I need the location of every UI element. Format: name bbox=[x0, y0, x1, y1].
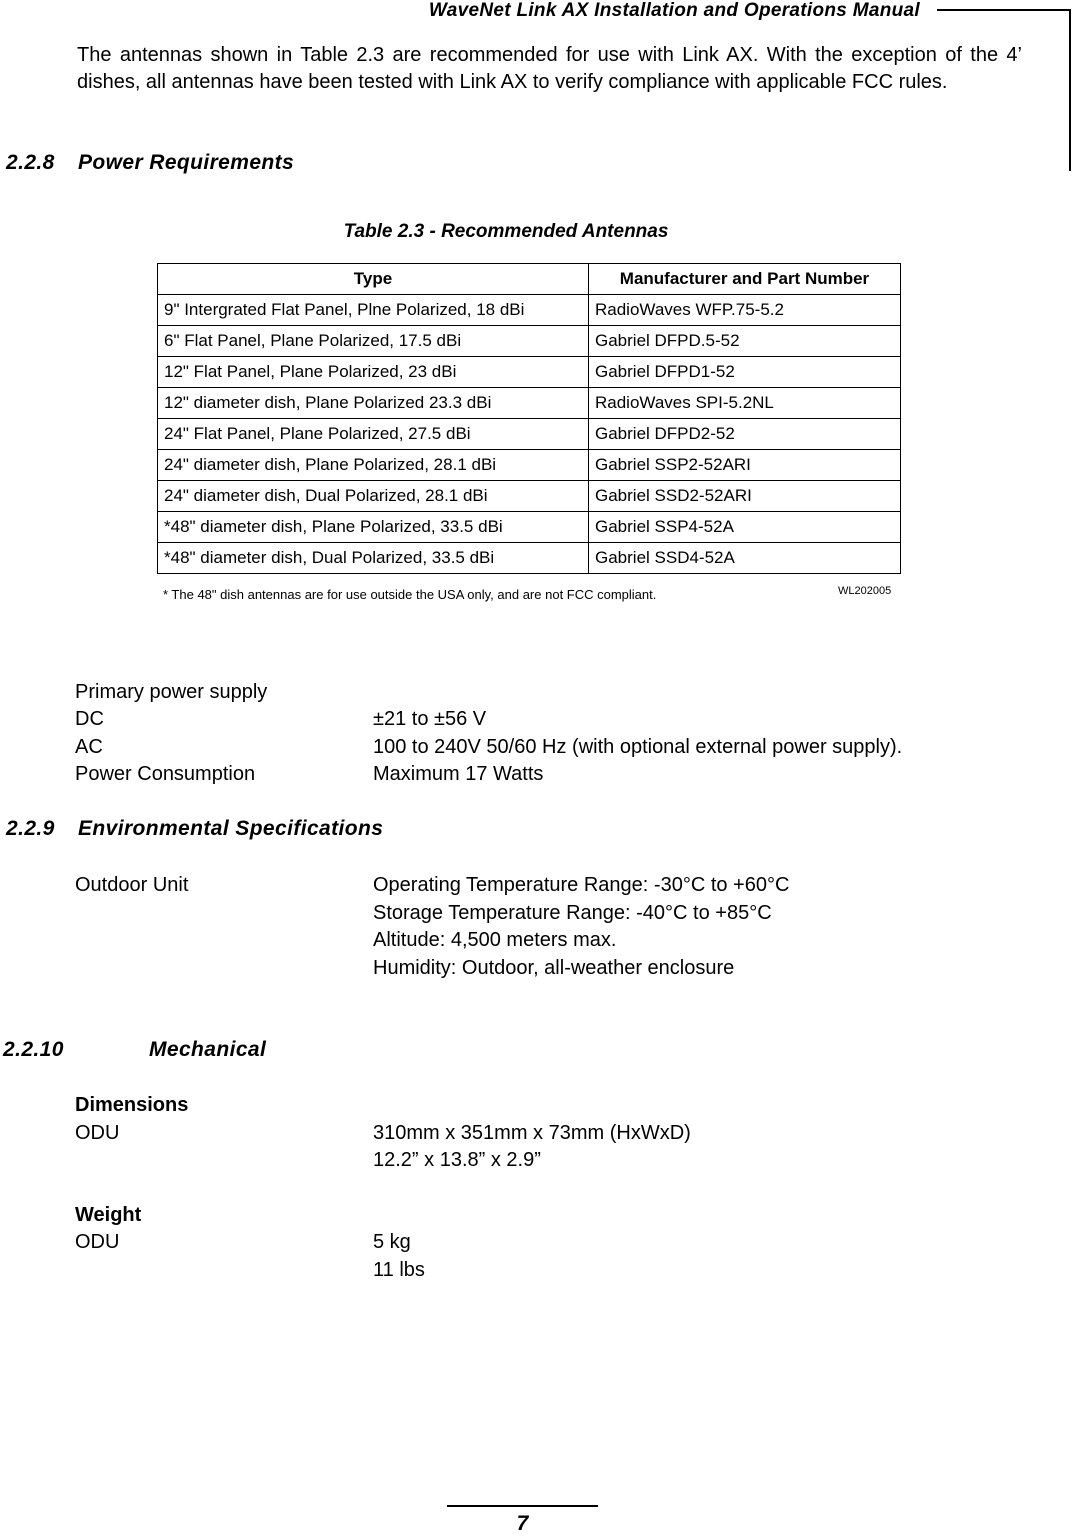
outdoor-unit-label: Outdoor Unit bbox=[75, 874, 189, 896]
section-number: 2.2.10 bbox=[3, 1038, 64, 1061]
part-number-cell: Gabriel SSD4-52A bbox=[589, 543, 901, 574]
antenna-type-cell: 24" diameter dish, Plane Polarized, 28.1 dBi bbox=[158, 450, 589, 481]
table-row bbox=[158, 543, 901, 574]
intro-paragraph: The antennas shown in Table 2.3 are recommended for use with Link AX. With the exception of the 4’ dishes, all antennas have been tested with Link AX to verify compliance with applicable FCC rules. bbox=[77, 44, 1022, 93]
part-number-cell: RadioWaves WFP.75-5.2 bbox=[589, 295, 901, 326]
section-heading-environmental bbox=[6, 817, 383, 841]
header-rule-horizontal bbox=[937, 9, 1071, 11]
dc-label: DC bbox=[75, 708, 104, 730]
running-header-title: WaveNet Link AX Installation and Operations Manual bbox=[428, 0, 920, 21]
header-rule-vertical bbox=[1069, 9, 1071, 171]
part-number-cell: Gabriel SSP4-52A bbox=[589, 512, 901, 543]
table-caption: Table 2.3 - Recommended Antennas bbox=[343, 221, 669, 242]
antenna-type-cell: 12" diameter dish, Plane Polarized 23.3 dBi bbox=[158, 388, 589, 419]
column-header-manufacturer: Manufacturer and Part Number bbox=[589, 264, 901, 295]
dimensions-odu-label: ODU bbox=[75, 1122, 120, 1144]
section-number: 2.2.9 bbox=[6, 817, 55, 840]
section-title: Power Requirements bbox=[78, 151, 295, 174]
section-title: Environmental Specifications bbox=[78, 817, 384, 840]
table-row bbox=[158, 481, 901, 512]
antenna-type-cell: 24" Flat Panel, Plane Polarized, 27.5 dBi bbox=[158, 419, 589, 450]
part-number-cell: Gabriel DFPD1-52 bbox=[589, 357, 901, 388]
dc-value: ±21 to ±56 V bbox=[373, 708, 487, 730]
table-row bbox=[158, 419, 901, 450]
power-consumption-label: Power Consumption bbox=[75, 763, 256, 785]
ac-label: AC bbox=[75, 736, 103, 758]
table-row bbox=[158, 512, 901, 543]
weight-imperial: 11 lbs bbox=[373, 1259, 425, 1281]
section-heading-power bbox=[6, 151, 294, 175]
table-row bbox=[158, 450, 901, 481]
section-number: 2.2.8 bbox=[6, 151, 55, 174]
ac-value: 100 to 240V 50/60 Hz (with optional external power supply). bbox=[373, 736, 903, 758]
storage-temperature: Storage Temperature Range: -40°C to +85°C bbox=[373, 902, 772, 924]
footer-rule bbox=[447, 1505, 598, 1507]
part-number-cell: Gabriel DFPD.5-52 bbox=[589, 326, 901, 357]
power-consumption-value: Maximum 17 Watts bbox=[373, 763, 544, 785]
weight-odu-label: ODU bbox=[75, 1231, 120, 1253]
dimensions-heading: Dimensions bbox=[75, 1094, 189, 1116]
antenna-type-cell: 9" Intergrated Flat Panel, Plne Polarized, 18 dBi bbox=[158, 295, 589, 326]
section-heading-mechanical bbox=[3, 1038, 266, 1062]
antenna-table bbox=[157, 263, 901, 574]
page-number: 7 bbox=[516, 1512, 529, 1535]
part-number-cell: RadioWaves SPI-5.2NL bbox=[589, 388, 901, 419]
humidity: Humidity: Outdoor, all-weather enclosure bbox=[373, 957, 735, 979]
part-number-cell: Gabriel SSP2-52ARI bbox=[589, 450, 901, 481]
section-title: Mechanical bbox=[149, 1038, 267, 1061]
figure-code: WL202005 bbox=[838, 585, 892, 597]
antenna-type-cell: 24" diameter dish, Dual Polarized, 28.1 dBi bbox=[158, 481, 589, 512]
table-row bbox=[158, 326, 901, 357]
antenna-type-cell: *48" diameter dish, Dual Polarized, 33.5 dBi bbox=[158, 543, 589, 574]
altitude: Altitude: 4,500 meters max. bbox=[373, 929, 617, 951]
column-header-type: Type bbox=[158, 264, 589, 295]
weight-metric: 5 kg bbox=[373, 1231, 411, 1253]
part-number-cell: Gabriel DFPD2-52 bbox=[589, 419, 901, 450]
operating-temperature: Operating Temperature Range: -30°C to +60°C bbox=[373, 874, 790, 896]
antenna-type-cell: 6" Flat Panel, Plane Polarized, 17.5 dBi bbox=[158, 326, 589, 357]
part-number-cell: Gabriel SSD2-52ARI bbox=[589, 481, 901, 512]
weight-heading: Weight bbox=[75, 1204, 142, 1226]
dimensions-metric: 310mm x 351mm x 73mm (HxWxD) bbox=[373, 1122, 691, 1144]
table-header-row bbox=[158, 264, 901, 295]
power-supply-heading: Primary power supply bbox=[75, 681, 268, 703]
table-row bbox=[158, 357, 901, 388]
antenna-type-cell: *48" diameter dish, Plane Polarized, 33.5 dBi bbox=[158, 512, 589, 543]
table-row bbox=[158, 388, 901, 419]
antenna-type-cell: 12" Flat Panel, Plane Polarized, 23 dBi bbox=[158, 357, 589, 388]
table-row bbox=[158, 295, 901, 326]
dimensions-imperial: 12.2” x 13.8” x 2.9” bbox=[373, 1149, 541, 1171]
table-footnote: * The 48" dish antennas are for use outside the USA only, and are not FCC compliant. bbox=[163, 587, 657, 602]
